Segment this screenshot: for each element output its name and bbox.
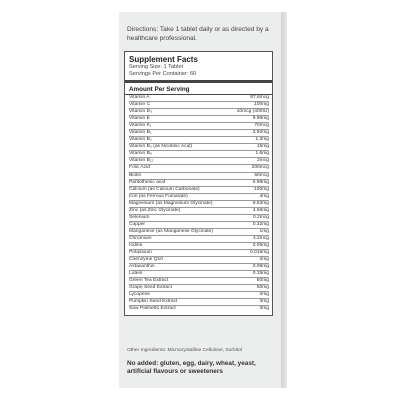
nutrient-amount: 2mg bbox=[259, 257, 269, 263]
package-side-edge bbox=[281, 12, 287, 388]
table-row bbox=[129, 180, 269, 187]
amount-per-serving-header: Amount Per Serving bbox=[129, 86, 190, 93]
nutrient-name: Pantothenic acid bbox=[129, 179, 166, 185]
nutrient-amount: 10mcg (400IU) bbox=[236, 109, 269, 115]
nutrient-name: Green Tea Extract bbox=[129, 278, 169, 284]
servings-per-container: Servings Per Container: 60 bbox=[129, 71, 197, 77]
directions-text: Directions: Take 1 tablet daily or as directed by a healthcare professional. bbox=[127, 26, 269, 42]
nutrient-amount: 3mg bbox=[259, 299, 269, 305]
nutrient-name: Vitamin D₃ bbox=[129, 109, 153, 115]
nutrient-amount: 2mcg bbox=[257, 158, 269, 164]
nutrient-name: Astaxanthin bbox=[129, 264, 155, 270]
nutrient-name: Vitamin C bbox=[129, 102, 151, 108]
table-row bbox=[129, 208, 269, 215]
nutrient-amount: 0.015mg bbox=[249, 250, 269, 256]
table-row bbox=[129, 173, 269, 180]
table-row bbox=[129, 165, 269, 172]
nutrient-amount: 200mcg bbox=[251, 165, 269, 171]
nutrient-amount: 3mg bbox=[259, 306, 269, 312]
nutrient-amount: 4.56mg bbox=[252, 207, 269, 213]
nutrient-table bbox=[129, 95, 269, 313]
nutrient-amount: 2mg bbox=[259, 292, 269, 298]
table-row bbox=[129, 243, 269, 250]
nutrient-name: Calcium (as Calcium Carbonate) bbox=[129, 186, 200, 192]
other-ingredients: Other Ingredients: Microcrystalline Cellulose, Sorbitol bbox=[127, 348, 242, 353]
nutrient-name: Grape Seed Extract bbox=[129, 285, 172, 291]
nutrient-amount: 9.53mg bbox=[252, 200, 269, 206]
nutrient-name: Magnesium (as Magnesium Glycinate) bbox=[129, 200, 213, 206]
table-row bbox=[129, 222, 269, 229]
nutrient-amount: 2.92mg bbox=[252, 130, 269, 136]
table-row bbox=[129, 95, 269, 102]
nutrient-name: Potassium bbox=[129, 250, 152, 256]
nutrient-name: Iodine bbox=[129, 242, 143, 248]
table-row bbox=[129, 229, 269, 236]
nutrient-amount: 0.15mg bbox=[252, 271, 269, 277]
nutrient-name: Vitamin A bbox=[129, 95, 150, 100]
facts-title: Supplement Facts bbox=[129, 55, 198, 64]
nutrient-name: Vitamin B₁₂ bbox=[129, 158, 154, 164]
nutrient-name: Folic Acid bbox=[129, 165, 150, 171]
nutrient-name: Iron (as Ferrous Fumarate) bbox=[129, 193, 188, 199]
nutrient-name: Lycopene bbox=[129, 292, 151, 298]
nutrient-name: Pumpkin Seed Extract bbox=[129, 299, 178, 305]
nutrient-amount: 87.8mcg bbox=[250, 95, 269, 100]
nutrient-name: Selenium bbox=[129, 214, 150, 220]
nutrient-name: Vitamin B₁ bbox=[129, 130, 152, 136]
table-row bbox=[129, 236, 269, 243]
table-row bbox=[129, 306, 269, 313]
nutrient-amount: 0.2mcg bbox=[252, 214, 269, 220]
nutrient-name: Lutein bbox=[129, 271, 143, 277]
nutrient-name: Chromium bbox=[129, 235, 152, 241]
nutrient-amount: 100mg bbox=[254, 102, 269, 108]
nutrient-amount: 50mcg bbox=[254, 172, 269, 178]
table-row bbox=[129, 215, 269, 222]
nutrient-name: Vitamin B₂ bbox=[129, 137, 152, 143]
nutrient-amount: 15mg bbox=[256, 144, 269, 150]
nutrient-name: Vitamin K₁ bbox=[129, 123, 152, 129]
nutrient-name: Manganese (as Manganese Glycinate) bbox=[129, 228, 214, 234]
table-row bbox=[129, 187, 269, 194]
nutrient-name: Vitamin B₃ (as Nicotinic Acid) bbox=[129, 144, 193, 150]
nutrient-amount: 0.32mg bbox=[252, 221, 269, 227]
nutrient-amount: 0.06mg bbox=[252, 264, 269, 270]
serving-size: Serving Size: 1 Tablet bbox=[129, 64, 184, 70]
table-row bbox=[129, 194, 269, 201]
nutrient-name: Saw Palmetto Extract bbox=[129, 306, 176, 312]
nutrient-amount: 50mg bbox=[256, 285, 269, 291]
nutrient-name: Coenzyme Q10 bbox=[129, 257, 163, 263]
nutrient-name: Biotin bbox=[129, 172, 142, 178]
table-row bbox=[129, 109, 269, 116]
no-added-statement: No added: gluten, egg, dairy, wheat, yeast, artificial flavours or sweeteners bbox=[127, 360, 256, 375]
nutrient-amount: 4mg bbox=[259, 193, 269, 199]
table-row bbox=[129, 285, 269, 292]
nutrient-amount: 1.3mg bbox=[255, 137, 269, 143]
supplement-facts-panel bbox=[124, 51, 273, 316]
nutrient-amount: 1.6mg bbox=[255, 151, 269, 157]
nutrient-name: Vitamin B₆ bbox=[129, 151, 152, 157]
table-row bbox=[129, 201, 269, 208]
table-row bbox=[129, 264, 269, 271]
nutrient-amount: 70mcg bbox=[254, 123, 269, 129]
nutrient-amount: 5.98mg bbox=[252, 179, 269, 185]
nutrient-amount: 4.2mcg bbox=[252, 235, 269, 241]
table-row bbox=[129, 158, 269, 165]
nutrient-amount: 0.05mg bbox=[252, 242, 269, 248]
nutrient-name: Vitamin E bbox=[129, 116, 150, 122]
nutrient-name: Zinc (as Zinc Glycinate) bbox=[129, 207, 181, 213]
nutrient-name: Copper bbox=[129, 221, 146, 227]
nutrient-amount: 100mg bbox=[254, 186, 269, 192]
nutrient-amount: 1mg bbox=[259, 228, 269, 234]
nutrient-amount: 50mg bbox=[256, 278, 269, 284]
nutrient-amount: 9.96mg bbox=[252, 116, 269, 122]
